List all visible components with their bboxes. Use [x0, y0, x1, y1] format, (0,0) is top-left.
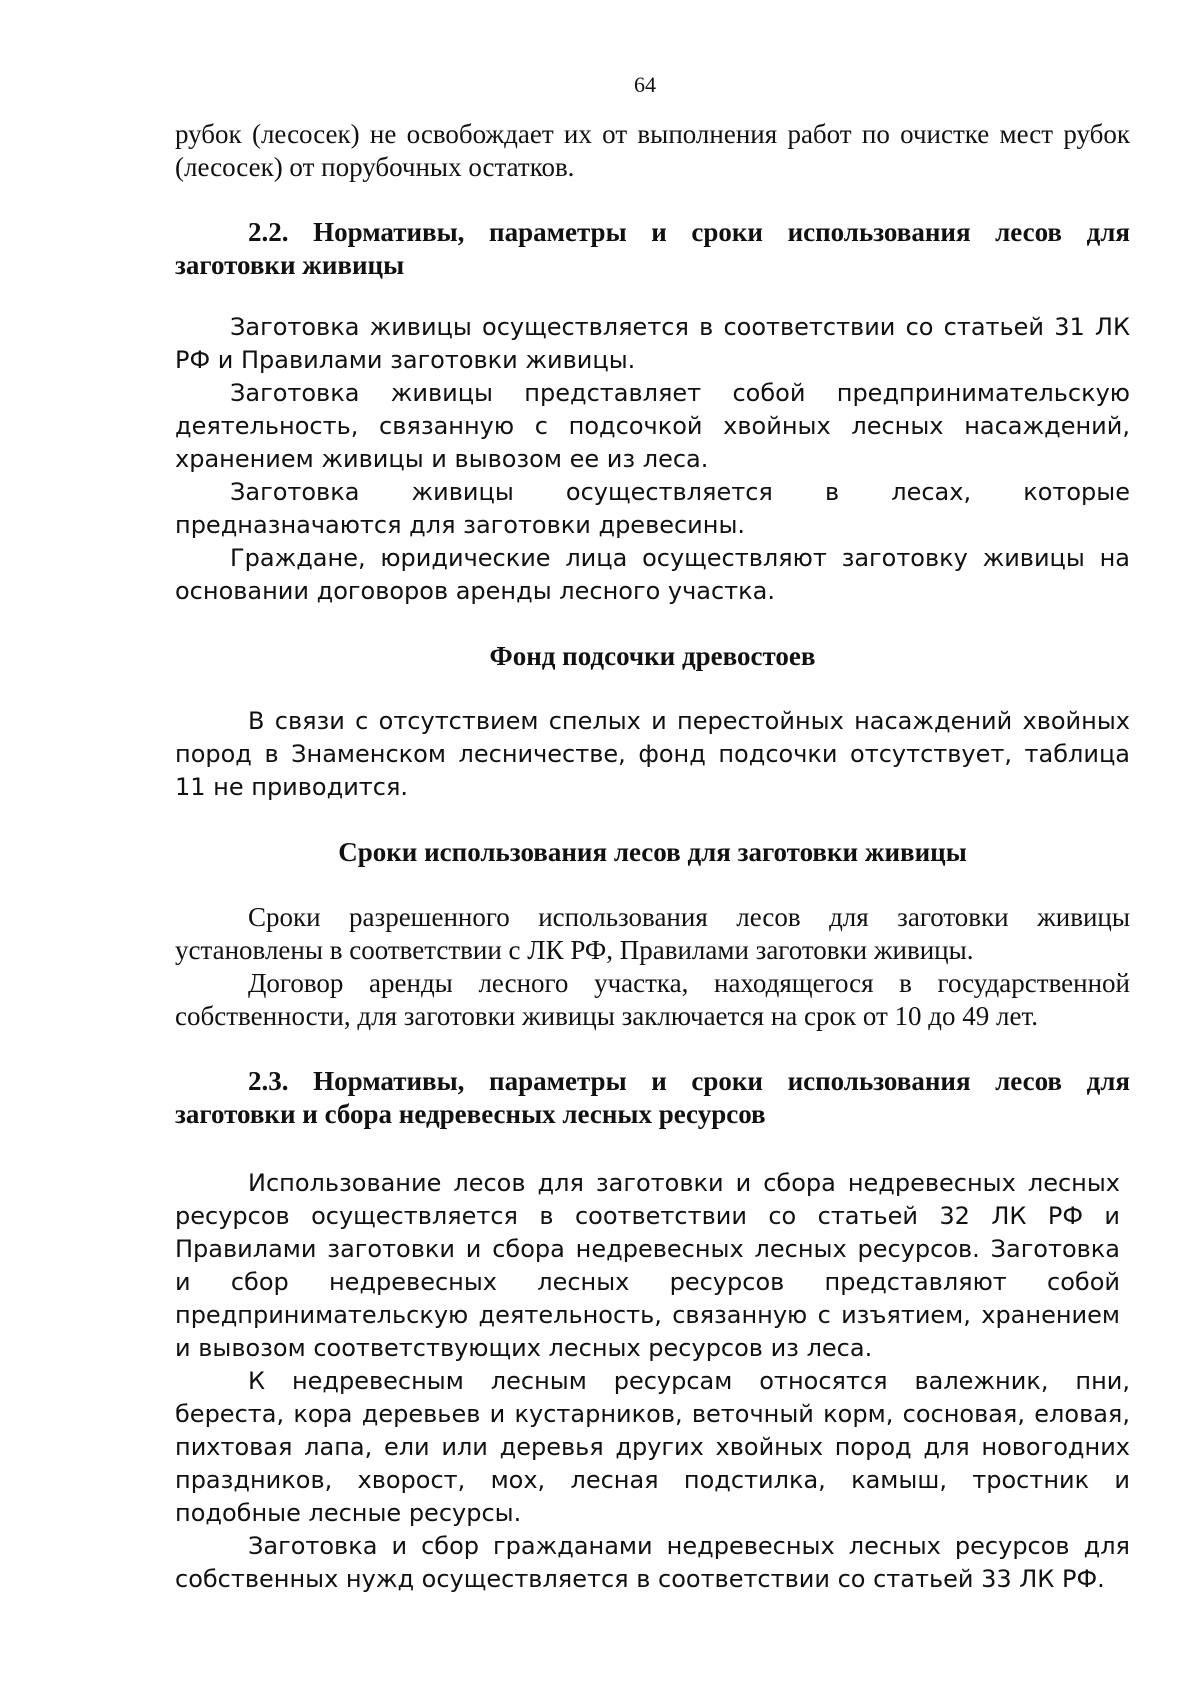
intro-continuation-paragraph: рубок (лесосек) не освобождает их от выполнения работ по очистке мест рубок (лесосек) от порубочных остатков.: [175, 119, 1130, 182]
section-2-3-paragraph-2: К недревесным лесным ресурсам относятся валежник, пни, береста, кора деревьев и кустарников, веточный корм, сосновая, еловая, пихтовая лапа, ели или деревья других хвойных пород для новогодних праздников, хворост, мох, лесная подстилка, камыш, тростник и подобные лесные ресурсы.: [175, 1367, 1130, 1527]
section-2-2-paragraph-2: Заготовка живицы представляет собой предпринимательскую деятельность, связанную с подсочкой хвойных лесных насаждений, хранением живицы и вывозом ее из леса.: [175, 379, 1130, 473]
section-2-3-heading: 2.3. Нормативы, параметры и сроки использования лесов для заготовки и сбора недревесных лесных ресурсов: [175, 1066, 1130, 1129]
section-2-2-body: [175, 311, 1130, 608]
section-2-3-paragraph-3: Заготовка и сбор гражданами недревесных лесных ресурсов для собственных нужд осуществляется в соответствии со статьей 33 ЛК РФ.: [175, 1532, 1130, 1593]
terms-section-heading: Сроки использования лесов для заготовки живицы: [338, 837, 967, 867]
fund-section-heading: Фонд подсочки древостоев: [489, 641, 816, 671]
section-2-2-heading: 2.2. Нормативы, параметры и сроки использования лесов для заготовки живицы: [175, 217, 1130, 280]
terms-section-body: [175, 901, 1130, 1033]
section-2-3-body: [175, 1167, 1130, 1596]
section-2-2-paragraph-1: Заготовка живицы осуществляется в соответствии со статьей 31 ЛК РФ и Правилами заготовки живицы.: [175, 313, 1130, 374]
fund-section-paragraph: В связи с отсутствием спелых и перестойных насаждений хвойных пород в Знаменском лесничестве, фонд подсочки отсутствует, таблица 11 не приводится.: [175, 707, 1130, 801]
page-number: 64: [634, 72, 656, 97]
section-2-2-paragraph-3: Заготовка живицы осуществляется в лесах, которые предназначаются для заготовки древесины.: [175, 478, 1130, 539]
terms-section-paragraph-1: Сроки разрешенного использования лесов для заготовки живицы установлены в соответствии с ЛК РФ, Правилами заготовки живицы.: [175, 902, 1130, 965]
section-2-2-paragraph-4: Граждане, юридические лица осуществляют заготовку живицы на основании договоров аренды лесного участка.: [175, 544, 1130, 605]
terms-section-paragraph-2: Договор аренды лесного участка, находящегося в государственной собственности, для заготовки живицы заключается на срок от 10 до 49 лет.: [175, 968, 1130, 1031]
fund-section-body: [175, 705, 1130, 804]
document-body: [175, 118, 1130, 1596]
section-2-3-paragraph-1: Использование лесов для заготовки и сбора недревесных лесных ресурсов осуществляется в соответствии со статьей 32 ЛК РФ и Правилами заготовки и сбора недревесных лесных ресурсов. Заготовка и сбор недревесных лесных ресурсов представляют собой предпринимательскую деятельность, связанную с изъятием, хранением и вывозом соответствующих лесных ресурсов из леса.: [175, 1169, 1120, 1362]
